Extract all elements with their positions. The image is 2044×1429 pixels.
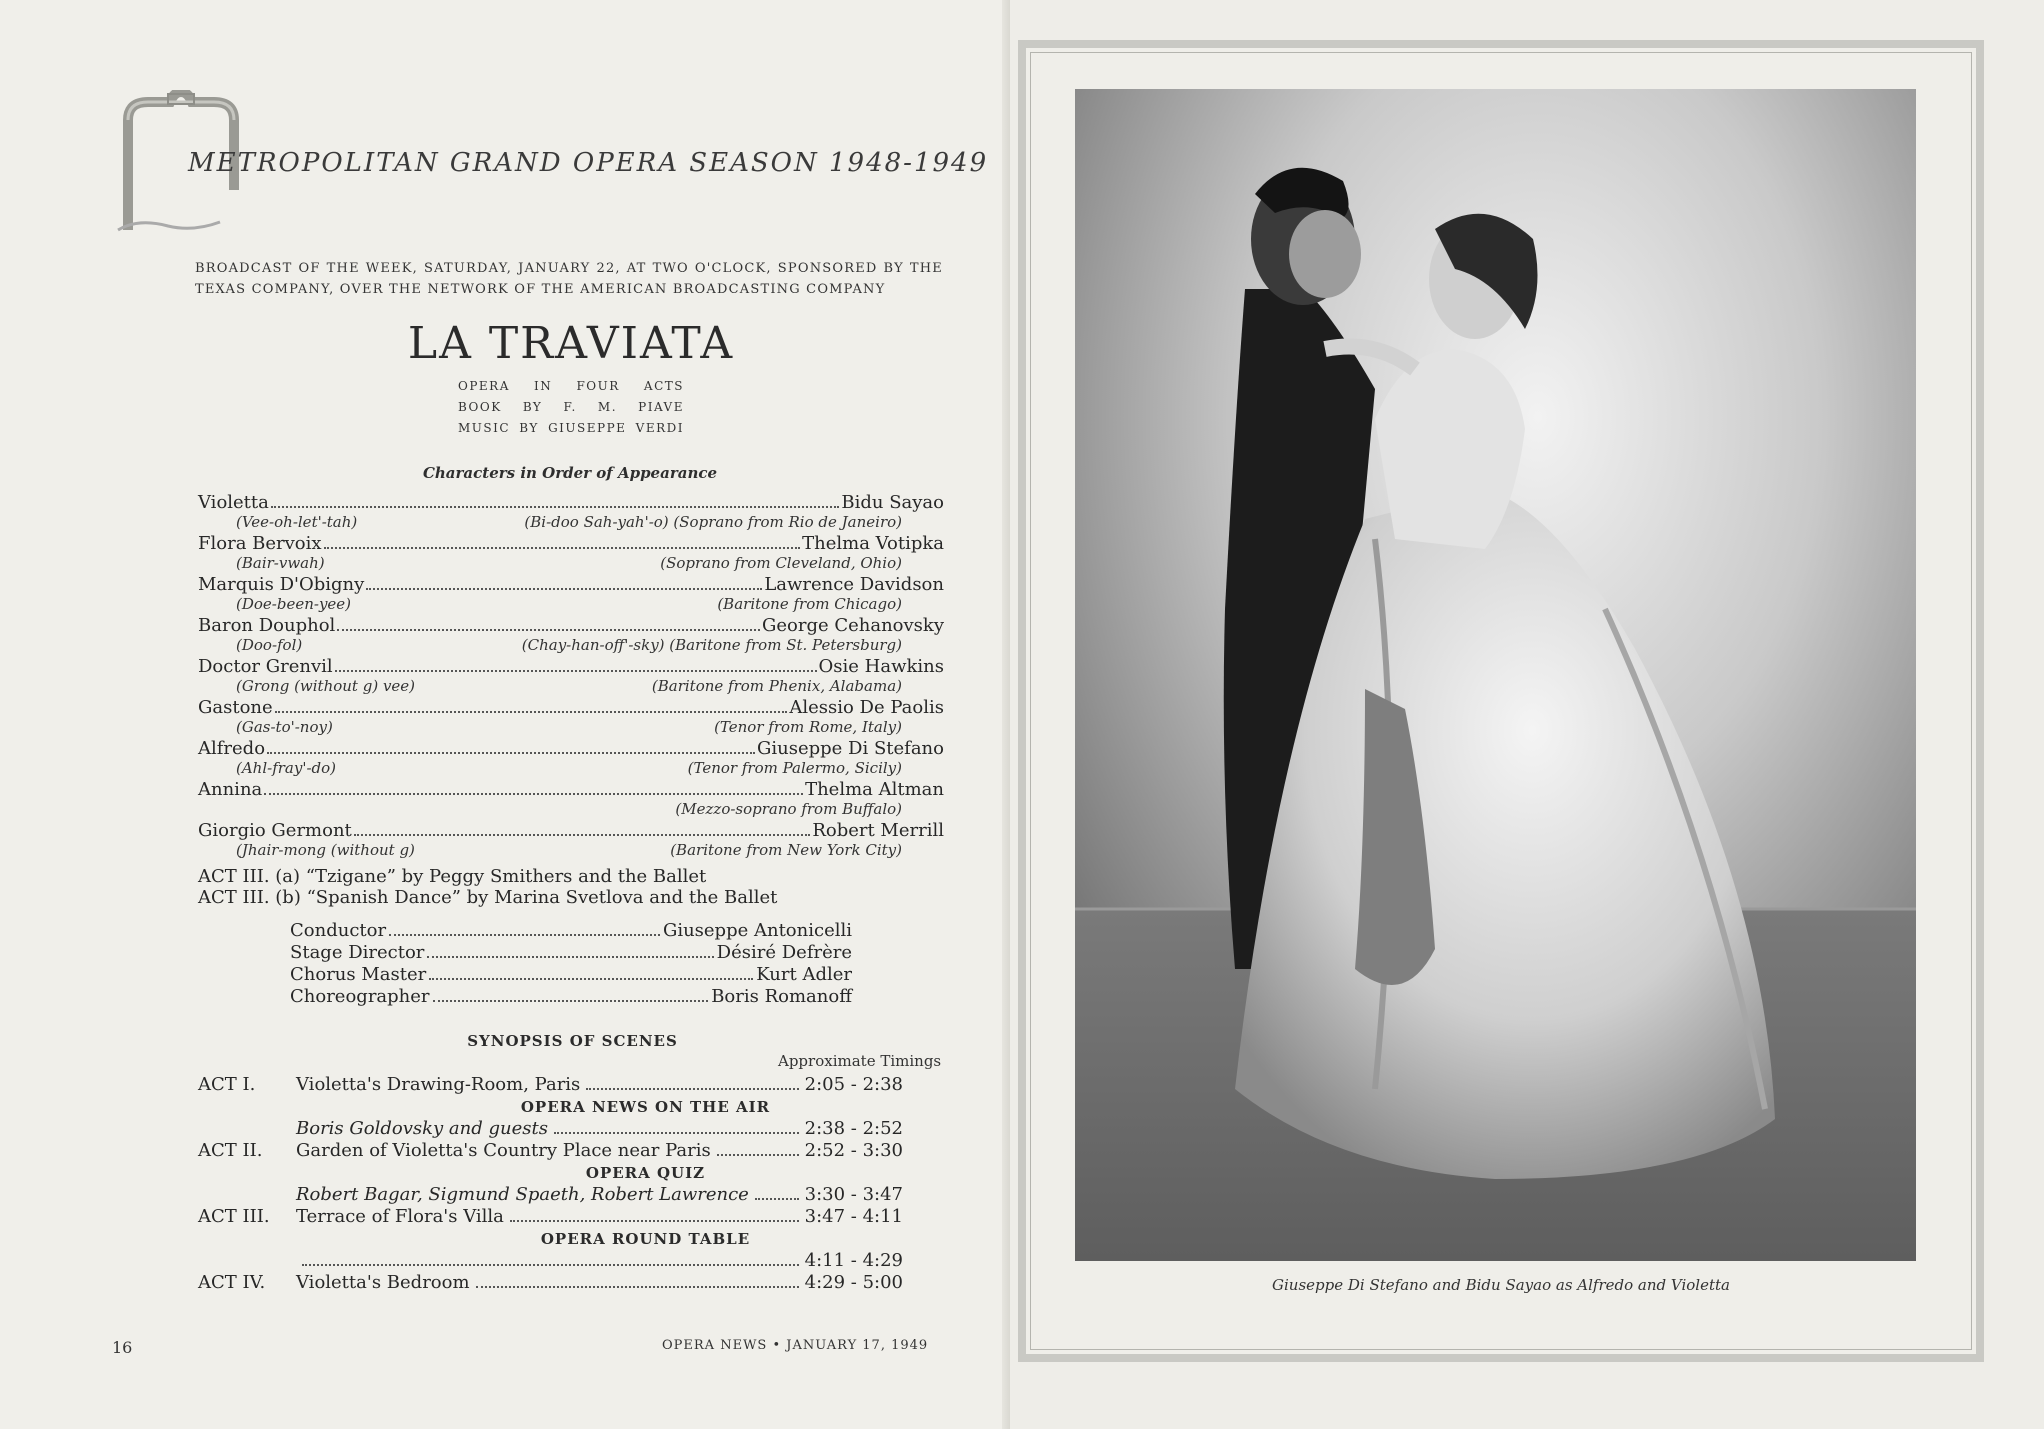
scene-description: Garden of Violetta's Country Place near Paris: [296, 1140, 711, 1161]
subinfo-word: MUSIC: [458, 421, 511, 435]
dot-leader: [366, 588, 762, 590]
scene-act: ACT I.: [198, 1074, 256, 1095]
scene-description: Boris Goldovsky and guests: [296, 1118, 548, 1139]
scene-row: [198, 1140, 903, 1162]
scene-description: Violetta's Bedroom: [296, 1272, 470, 1293]
subinfo-word: PIAVE: [638, 400, 684, 414]
ballet-note: ACT III. (b) “Spanish Dance” by Marina Svetlova and the Ballet: [198, 887, 778, 908]
photograph-dancing-couple: [1075, 89, 1916, 1261]
cast-row: [198, 820, 944, 841]
scene-act: ACT III.: [198, 1206, 270, 1227]
cast-list: [198, 492, 944, 861]
crew-row: [290, 964, 852, 986]
subinfo-word: M.: [597, 400, 618, 414]
role-name: Marquis D'Obigny: [198, 574, 365, 595]
singer-name: George Cehanovsky: [761, 615, 944, 636]
role-pronunciation: (Jhair-mong (without g): [236, 841, 415, 859]
pronunciation-row: [198, 677, 944, 697]
scene-row: [198, 1272, 903, 1294]
cast-row: [198, 574, 944, 595]
dot-leader: [476, 1286, 799, 1288]
subinfo-word: ACTS: [643, 379, 684, 393]
role-name: Baron Douphol: [198, 615, 336, 636]
singer-name: Lawrence Davidson: [764, 574, 944, 595]
dot-leader: [510, 1220, 799, 1222]
opera-subinfo: [458, 376, 684, 439]
role-pronunciation: (Gas-to'-noy): [236, 718, 333, 736]
singer-note: (Soprano from Cleveland, Ohio): [660, 554, 902, 572]
season-title: METROPOLITAN GRAND OPERA SEASON 1948-1949: [188, 148, 989, 178]
dot-leader: [755, 1198, 799, 1200]
dot-leader: [429, 978, 753, 980]
dot-leader: [271, 506, 839, 508]
singer-note: (Bi-doo Sah-yah'-o) (Soprano from Rio de Janeiro): [524, 513, 902, 531]
subinfo-word: IN: [534, 379, 553, 393]
subinfo-line: [458, 397, 684, 418]
scene-section-heading: OPERA ROUND TABLE: [540, 1230, 751, 1248]
role-name: Alfredo: [198, 738, 266, 759]
subinfo-word: FOUR: [576, 379, 620, 393]
dot-leader: [389, 934, 660, 936]
singer-note: (Mezzo-soprano from Buffalo): [675, 800, 902, 818]
role-pronunciation: (Vee-oh-let'-tah): [236, 513, 358, 531]
singer-note: (Baritone from Phenix, Alabama): [651, 677, 902, 695]
cast-row: [198, 738, 944, 759]
crew-row: [290, 986, 852, 1008]
scene-description: Violetta's Drawing-Room, Paris: [296, 1074, 581, 1095]
dot-leader: [335, 670, 817, 672]
role-pronunciation: (Doe-been-yee): [236, 595, 352, 613]
pronunciation-row: [198, 513, 944, 533]
crew-role: Conductor: [290, 920, 387, 941]
synopsis-heading: SYNOPSIS OF SCENES: [467, 1032, 678, 1050]
subinfo-word: VERDI: [635, 421, 684, 435]
cast-row: [198, 697, 944, 718]
scene-row: [198, 1250, 903, 1272]
singer-note: (Tenor from Palermo, Sicily): [687, 759, 902, 777]
scene-section-heading: OPERA NEWS ON THE AIR: [520, 1098, 771, 1116]
scene-section-heading: OPERA QUIZ: [585, 1164, 706, 1182]
scene-row: [198, 1074, 903, 1096]
left-page: [0, 0, 1010, 1429]
dot-leader: [717, 1154, 799, 1156]
crew-row: [290, 942, 852, 964]
subinfo-word: BY: [519, 421, 539, 435]
crew-row: [290, 920, 852, 942]
broadcast-notice: BROADCAST OF THE WEEK, SATURDAY, JANUARY 22, AT TWO O'CLOCK, SPONSORED BY THE TEXAS COMPANY, OVER THE NETWORK OF THE AMERICAN BROADCASTING COMPANY: [195, 261, 943, 297]
dot-leader: [264, 793, 803, 795]
subinfo-word: BOOK: [458, 400, 502, 414]
scene-timing: 2:38 - 2:52: [804, 1118, 903, 1139]
subinfo-word: F.: [563, 400, 577, 414]
pronunciation-row: [198, 759, 944, 779]
role-pronunciation: (Bair-vwah): [236, 554, 325, 572]
crew-list: [290, 920, 852, 1008]
photo-caption: Giuseppe Di Stefano and Bidu Sayao as Alfredo and Violetta: [1272, 1276, 1730, 1294]
scene-timing: 4:29 - 5:00: [804, 1272, 903, 1293]
singer-name: Alessio De Paolis: [789, 697, 944, 718]
role-name: Giorgio Germont: [198, 820, 352, 841]
cast-row: [198, 533, 944, 554]
subinfo-word: OPERA: [458, 379, 510, 393]
role-pronunciation: (Doo-fol): [236, 636, 303, 654]
scene-list: [198, 1074, 903, 1294]
crew-role: Chorus Master: [290, 964, 427, 985]
role-pronunciation: (Grong (without g) vee): [236, 677, 416, 695]
dot-leader: [324, 547, 801, 549]
scene-act: ACT IV.: [198, 1272, 266, 1293]
dot-leader: [586, 1088, 798, 1090]
ballet-notes: [198, 866, 898, 908]
dot-leader: [275, 711, 788, 713]
opera-title: LA TRAVIATA: [407, 318, 735, 369]
scene-timing: 2:05 - 2:38: [804, 1074, 903, 1095]
dot-leader: [337, 629, 760, 631]
scene-timing: 2:52 - 3:30: [804, 1140, 903, 1161]
singer-name: Robert Merrill: [812, 820, 944, 841]
pronunciation-row: [198, 554, 944, 574]
singer-name: Osie Hawkins: [818, 656, 944, 677]
cast-row: [198, 492, 944, 513]
dot-leader: [354, 834, 811, 836]
scene-timing: 3:30 - 3:47: [804, 1184, 903, 1205]
cast-row: [198, 779, 944, 800]
dot-leader: [554, 1132, 799, 1134]
singer-note: (Tenor from Rome, Italy): [714, 718, 902, 736]
singer-name: Giuseppe Di Stefano: [757, 738, 944, 759]
crew-name: Kurt Adler: [756, 964, 852, 985]
ballet-note: ACT III. (a) “Tzigane” by Peggy Smithers and the Ballet: [198, 866, 707, 887]
cast-row: [198, 656, 944, 677]
singer-note: (Baritone from Chicago): [717, 595, 902, 613]
singer-name: Thelma Votipka: [802, 533, 944, 554]
role-name: Gastone: [198, 697, 273, 718]
dot-leader: [427, 956, 713, 958]
crew-name: Giuseppe Antonicelli: [662, 920, 852, 941]
pronunciation-row: [198, 636, 944, 656]
pronunciation-row: [198, 595, 944, 615]
characters-heading: Characters in Order of Appearance: [422, 464, 718, 482]
subinfo-word: BY: [522, 400, 543, 414]
role-name: Violetta: [198, 492, 269, 513]
scene-row: [198, 1206, 903, 1228]
subinfo-line: [458, 376, 684, 397]
subinfo-word: GIUSEPPE: [548, 421, 627, 435]
page-footer: OPERA NEWS • JANUARY 17, 1949: [662, 1338, 929, 1353]
subinfo-line: [458, 418, 684, 439]
scene-timing: 3:47 - 4:11: [804, 1206, 903, 1227]
dot-leader: [302, 1264, 799, 1266]
pronunciation-row: [198, 718, 944, 738]
crew-name: Désiré Defrère: [716, 942, 852, 963]
scene-row: [198, 1118, 903, 1140]
cast-row: [198, 615, 944, 636]
role-pronunciation: (Ahl-fray'-do): [236, 759, 337, 777]
crew-name: Boris Romanoff: [711, 986, 852, 1007]
page-number: 16: [112, 1338, 133, 1357]
photograph-illustration: [1075, 89, 1916, 1261]
crew-role: Stage Director: [290, 942, 425, 963]
pronunciation-row: [198, 800, 944, 820]
scene-description: Robert Bagar, Sigmund Spaeth, Robert Lawrence: [296, 1184, 749, 1205]
crew-role: Choreographer: [290, 986, 430, 1007]
singer-note: (Baritone from New York City): [670, 841, 902, 859]
singer-name: Bidu Sayao: [841, 492, 944, 513]
dot-leader: [433, 1000, 709, 1002]
singer-note: (Chay-han-off'-sky) (Baritone from St. Petersburg): [521, 636, 902, 654]
role-name: Flora Bervoix: [198, 533, 322, 554]
scene-description: Terrace of Flora's Villa: [296, 1206, 504, 1227]
pronunciation-row: [198, 841, 944, 861]
scene-act: ACT II.: [198, 1140, 263, 1161]
role-name: Annina: [198, 779, 263, 800]
singer-name: Thelma Altman: [805, 779, 944, 800]
scene-timing: 4:11 - 4:29: [804, 1250, 903, 1271]
scene-row: [198, 1184, 903, 1206]
role-name: Doctor Grenvil: [198, 656, 333, 677]
dot-leader: [267, 752, 755, 754]
approx-timings-label: Approximate Timings: [778, 1052, 942, 1070]
